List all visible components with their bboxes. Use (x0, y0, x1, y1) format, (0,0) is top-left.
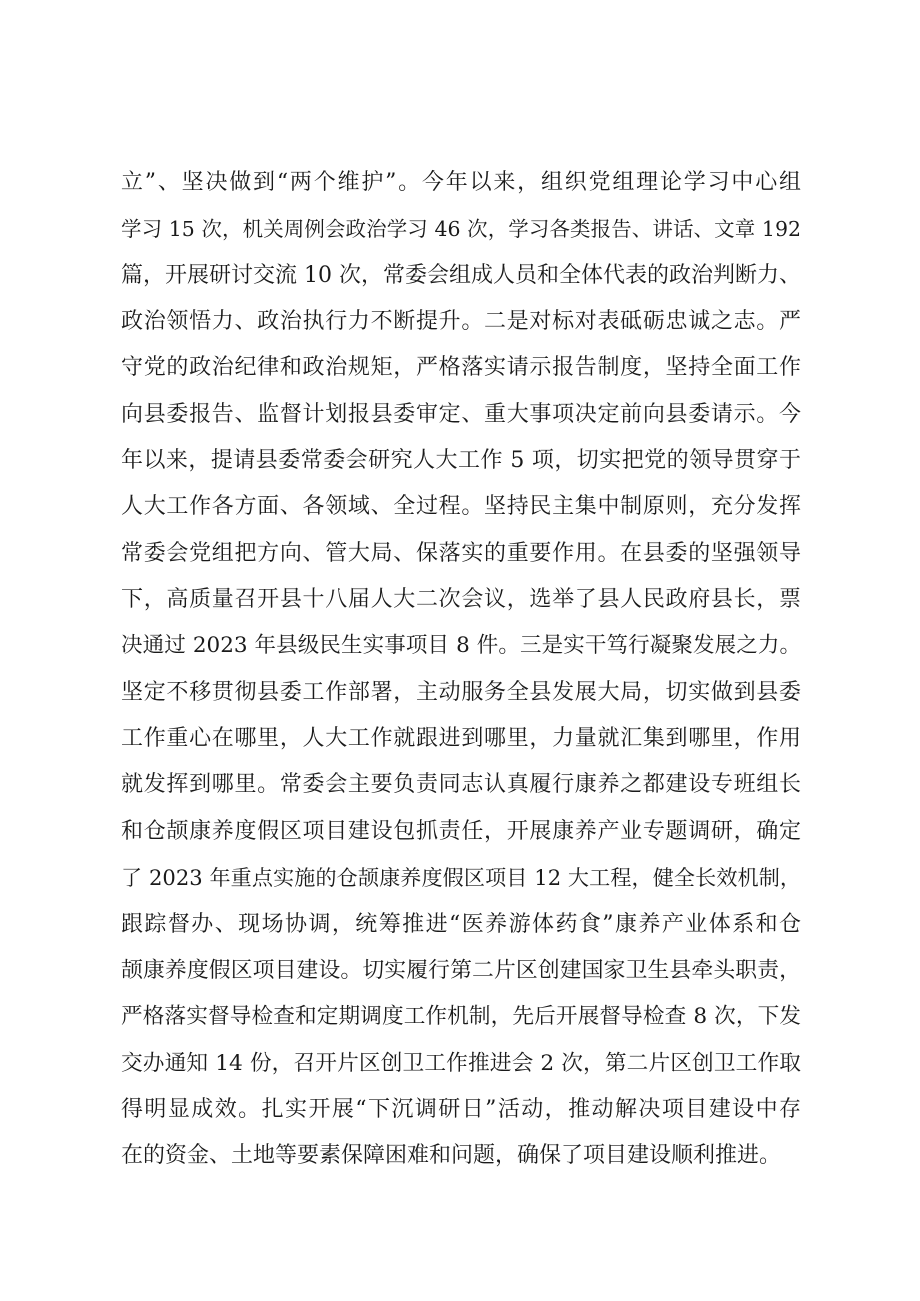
paragraph-line-7: 年以来，提请县委常委会研究人大工作 5 项，切实把党的领导贯穿于 (121, 448, 801, 474)
paragraph-line-2: 学习 15 次，机关周例会政治学习 46 次，学习各类报告、讲话、文章 192 (121, 217, 801, 242)
paragraph-line-17: 跟踪督办、现场协调，统筹推进“医养游体药食”康养产业体系和仓 (121, 911, 801, 937)
paragraph-line-22: 在的资金、土地等要素保障困难和问题，确保了项目建设顺利推进。 (121, 1143, 782, 1169)
paragraph-line-18: 颉康养度假区项目建设。切实履行第二片区创建国家卫生县牵头职责， (121, 957, 801, 983)
paragraph-line-10: 下，高质量召开县十八届人大二次会议，选举了县人民政府县长，票 (121, 587, 801, 613)
paragraph-line-8: 人大工作各方面、各领域、全过程。坚持民主集中制原则，充分发挥 (121, 494, 801, 520)
paragraph-line-4: 政治领悟力、政治执行力不断提升。二是对标对表砥砺忠诚之志。严 (121, 309, 801, 335)
paragraph-line-21: 得明显成效。扎实开展“下沉调研日”活动，推动解决项目建设中存 (121, 1096, 801, 1122)
paragraph-line-9: 常委会党组把方向、管大局、保落实的重要作用。在县委的坚强领导 (121, 540, 801, 566)
paragraph-line-20: 交办通知 14 份，召开片区创卫工作推进会 2 次，第二片区创卫工作取 (121, 1050, 801, 1076)
paragraph-line-3: 篇，开展研讨交流 10 次，常委会组成人员和全体代表的政治判断力、 (121, 262, 801, 288)
paragraph-line-1: 立”、坚决做到“两个维护”。今年以来，组织党组理论学习中心组 (121, 170, 801, 195)
paragraph-line-5: 守党的政治纪律和政治规矩，严格落实请示报告制度，坚持全面工作 (121, 355, 801, 381)
paragraph-line-14: 就发挥到哪里。常委会主要负责同志认真履行康养之都建设专班组长 (121, 772, 801, 798)
paragraph-line-13: 工作重心在哪里，人大工作就跟进到哪里，力量就汇集到哪里，作用 (121, 726, 801, 752)
paragraph-line-6: 向县委报告、监督计划报县委审定、重大事项决定前向县委请示。今 (121, 401, 801, 427)
paragraph-line-19: 严格落实督导检查和定期调度工作机制，先后开展督导检查 8 次，下发 (121, 1004, 801, 1030)
body-paragraph (121, 160, 801, 1180)
paragraph-line-16: 了 2023 年重点实施的仓颉康养度假区项目 12 大工程，健全长效机制， (121, 865, 801, 891)
paragraph-line-12: 坚定不移贯彻县委工作部署，主动服务全县发展大局，切实做到县委 (121, 679, 801, 705)
paragraph-line-15: 和仓颉康养度假区项目建设包抓责任，开展康养产业专题调研，确定 (121, 818, 801, 844)
paragraph-line-11: 决通过 2023 年县级民生实事项目 8 件。三是实干笃行凝聚发展之力。 (121, 633, 801, 659)
